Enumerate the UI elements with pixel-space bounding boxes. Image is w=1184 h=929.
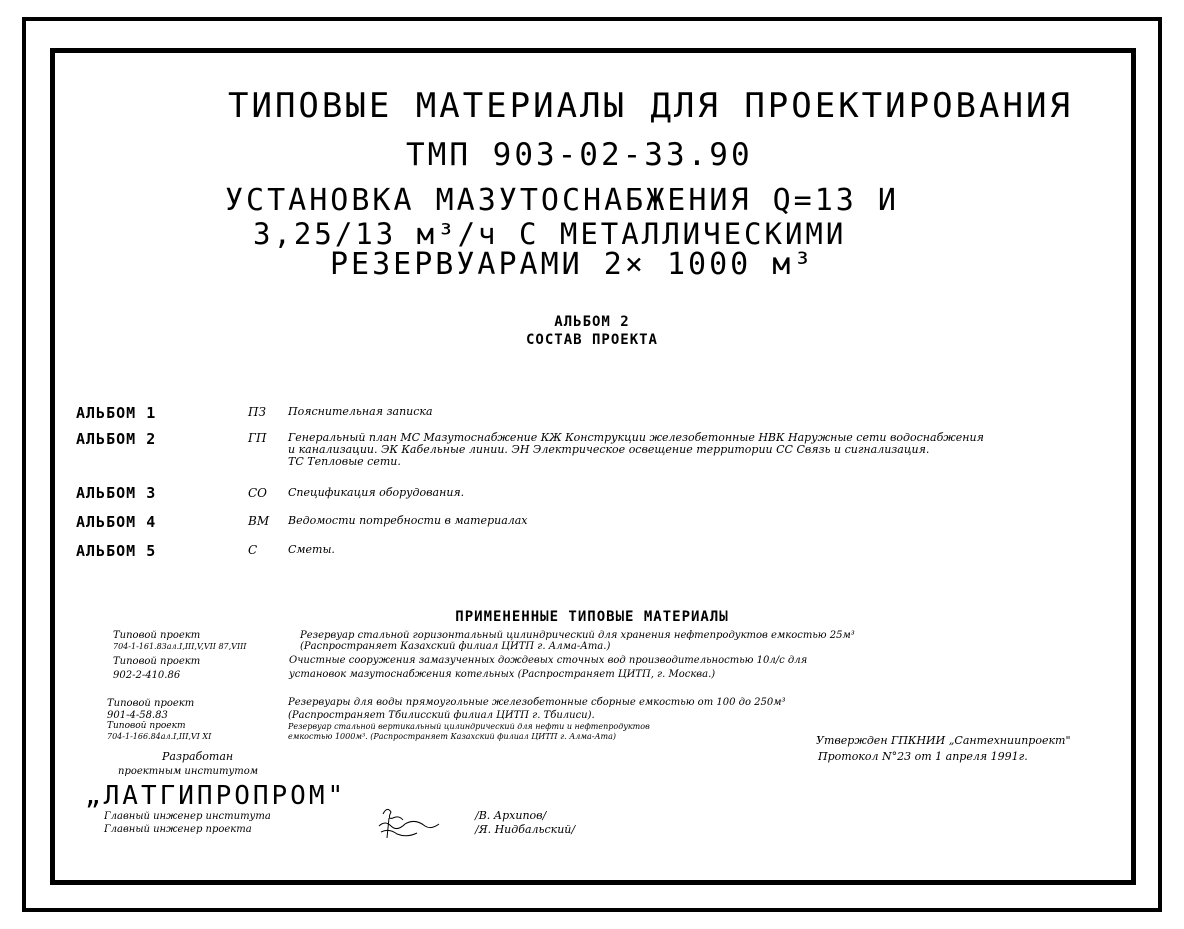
title-line-4: 3,25/13 м³/ч С МЕТАЛЛИЧЕСКИМИ: [253, 217, 847, 251]
applied-desc-5: Резервуары для воды прямоугольные железобетонные сборные емкостью от 100 до 250м³: [288, 697, 786, 708]
approval-line-1: Утвержден ГПКНИИ „Сантехниипроект": [816, 734, 1071, 747]
title-line-5: РЕЗЕРВУАРАМИ 2× 1000 м³: [330, 247, 815, 282]
role-chief-engineer-institute: Главный инженер института: [104, 811, 271, 822]
institute-name: „ЛАТГИПРОПРОМ": [85, 781, 347, 811]
ref-2-label: Типовой проект: [113, 656, 201, 667]
album-row-5-code: С: [248, 543, 258, 557]
applied-desc-1: Резервуар стальной горизонтальный цилиндрический для хранения нефтепродуктов емкостью 25м³: [300, 630, 855, 641]
album-heading: АЛЬБОМ 2: [554, 314, 630, 330]
developed-by-label-2: проектным институтом: [118, 766, 259, 777]
album-row-1-name: АЛЬБОМ 1: [76, 404, 157, 422]
approval-line-2: Протокол N°23 от 1 апреля 1991г.: [818, 750, 1028, 763]
ref-3-label: Типовой проект: [107, 698, 195, 709]
applied-desc-3: Очистные сооружения замазученных дождевых сточных вод производительностью 10л/с для: [289, 655, 808, 666]
album-row-2-desc-3: ТС Тепловые сети.: [288, 455, 401, 468]
album-subheading: СОСТАВ ПРОЕКТА: [525, 332, 658, 348]
signer-name-2: /Я. Нидбальский/: [475, 823, 576, 836]
signer-name-1: /В. Архипов/: [475, 809, 547, 822]
title-line-1: ТИПОВЫЕ МАТЕРИАЛЫ ДЛЯ ПРОЕКТИРОВАНИЯ: [228, 86, 1073, 126]
applied-desc-8: емкостью 1000м³. (Распространяет Казахский филиал ЦИТП г. Алма-Ата): [288, 732, 616, 741]
ref-4-label: Типовой проект: [107, 721, 186, 731]
ref-2-code: 902-2-410.86: [113, 670, 181, 681]
album-row-2-desc-2: и канализации. ЭК Кабельные линии. ЭН Электрическое освещение территории СС Связь и сигнализация.: [288, 443, 930, 456]
ref-3-code: 901-4-58.83: [107, 710, 168, 721]
album-row-1-desc: Пояснительная записка: [288, 405, 433, 418]
album-row-4-desc: Ведомости потребности в материалах: [288, 514, 528, 527]
applied-desc-2: (Распространяет Казахский филиал ЦИТП г. Алма-Ата.): [300, 641, 611, 652]
album-row-2-desc-1: Генеральный план МС Мазутоснабжение КЖ Конструкции железобетонные НВК Наружные сети водоснабжения: [288, 431, 984, 444]
ref-1-code: 704-1-161.83ал.I,III,V,VII 87,VIII: [113, 642, 247, 651]
album-row-4-code: ВМ: [248, 514, 270, 528]
developed-by-label: Разработан: [162, 750, 234, 763]
album-row-3-desc: Спецификация оборудования.: [288, 486, 465, 499]
album-row-2-code: ГП: [248, 431, 267, 445]
applied-desc-6: (Распространяет Тбилисский филиал ЦИТП г. Тбилиси).: [288, 710, 595, 721]
title-line-2: ТМП 903-02-33.90: [406, 137, 753, 173]
album-row-2-name: АЛЬБОМ 2: [76, 430, 157, 448]
applied-desc-7: Резервуар стальной вертикальный цилиндрический для нефти и нефтепродуктов: [288, 722, 650, 731]
role-chief-engineer-project: Главный инженер проекта: [104, 824, 252, 835]
album-row-5-desc: Сметы.: [288, 543, 335, 556]
album-row-3-code: СО: [248, 486, 268, 500]
album-row-5-name: АЛЬБОМ 5: [76, 542, 157, 560]
album-row-3-name: АЛЬБОМ 3: [76, 484, 157, 502]
applied-desc-4: установок мазутоснабжения котельных (Распространяет ЦИТП, г. Москва.): [289, 669, 716, 680]
album-row-4-name: АЛЬБОМ 4: [76, 513, 157, 531]
album-row-1-code: ПЗ: [248, 405, 266, 419]
title-line-3: УСТАНОВКА МАЗУТОСНАБЖЕНИЯ Q=13 И: [225, 183, 899, 218]
applied-materials-heading: ПРИМЕНЕННЫЕ ТИПОВЫЕ МАТЕРИАЛЫ: [455, 609, 729, 625]
ref-1-label: Типовой проект: [113, 630, 201, 641]
ref-4-code: 704-1-166.84ал.I,III,VI XI: [107, 732, 212, 741]
signature-graphic: [369, 804, 449, 842]
